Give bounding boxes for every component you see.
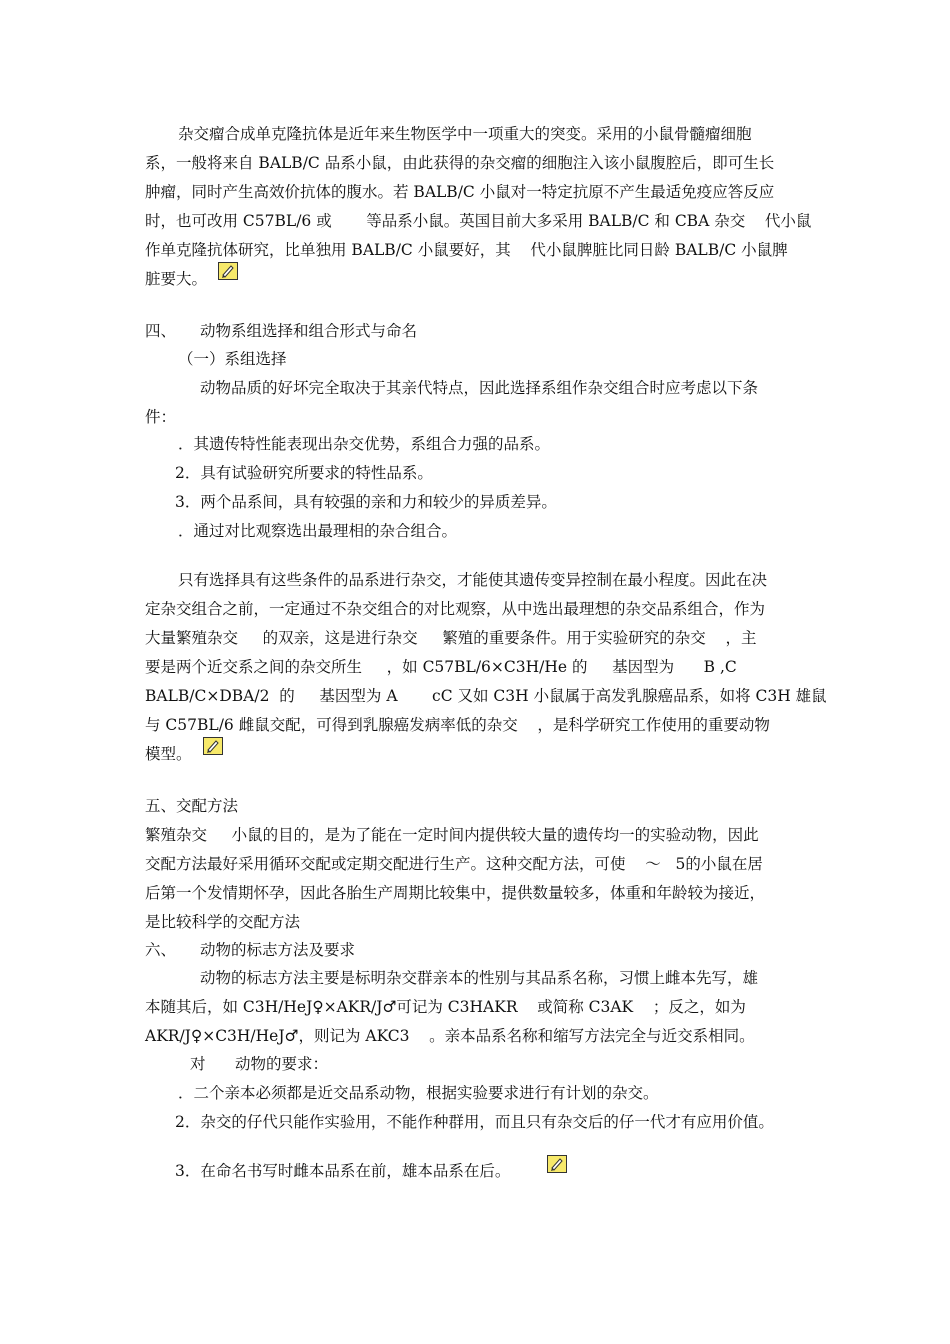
section-heading: 五、交配方法 (145, 797, 239, 815)
text-line: 系，一般将来自 BALB/C 品系小鼠，由此获得的杂交瘤的细胞注入该小鼠腹腔后，即可生长 (145, 154, 775, 172)
section-number: 四、 (145, 322, 177, 340)
text-line: 本随其后，如 C3H/HeJ♀×AKR/J♂可记为 C3HAKR 或简称 C3AK ；反之，如为 (145, 998, 746, 1016)
text-line: 肿瘤，同时产生高效价抗体的腹水。若 BALB/C 小鼠对一特定抗原不产生最适免疫应答反应 (145, 183, 775, 201)
list-item: 2．具有试验研究所要求的特性品系。 (175, 464, 433, 482)
text-line: AKR/J♀×C3H/HeJ♂，则记为 AKC3 。亲本品系名称和缩写方法完全与近交系相同。 (145, 1027, 755, 1045)
list-item: 2．杂交的仔代只能作实验用，不能作种群用，而且只有杂交后的仔一代才有应用价值。 (175, 1113, 774, 1131)
subsection-title: （一）系组选择 (178, 350, 287, 368)
text-line: 交配方法最好采用循环交配或定期交配进行生产。这种交配方法，可使 ～ 5的小鼠在居 (145, 855, 763, 873)
text-line: 大量繁殖杂交 的双亲，这是进行杂交 繁殖的重要条件。用于实验研究的杂交 ，主 (145, 629, 757, 647)
subheading: 对 动物的要求： (190, 1055, 329, 1073)
note-pencil-icon[interactable] (203, 737, 223, 755)
section-number: 六、 (145, 941, 177, 959)
list-item: ．二个亲本必须都是近交品系动物，根据实验要求进行有计划的杂交。 (178, 1084, 659, 1102)
note-pencil-icon[interactable] (218, 262, 238, 280)
text-line: 时，也可改用 C57BL/6 或 等品系小鼠。英国目前大多采用 BALB/C 和 CBA 杂交 代小鼠 (145, 212, 812, 230)
text-line: 只有选择具有这些条件的品系进行杂交，才能使其遗传变异控制在最小程度。因此在决 (178, 571, 768, 589)
text-line: 模型。 (145, 745, 192, 763)
text-line: BALB/C×DBA/2 的 基因型为 A cC 又如 C3H 小鼠属于高发乳腺癌品系，如将 C3H 雄鼠 (145, 687, 827, 705)
text-line: 杂交瘤合成单克隆抗体是近年来生物医学中一项重大的突变。采用的小鼠骨髓瘤细胞 (178, 125, 752, 143)
note-pencil-icon[interactable] (547, 1155, 567, 1173)
text-line: 脏要大。 (145, 270, 208, 288)
text-line: 作单克隆抗体研究，比单独用 BALB/C 小鼠要好，其 代小鼠脾脏比同日龄 BALB/C 小鼠脾 (145, 241, 788, 259)
list-item: 3．两个品系间，具有较强的亲和力和较少的异质差异。 (175, 493, 557, 511)
text-line: 是比较科学的交配方法 (145, 913, 301, 931)
text-line: 繁殖杂交 小鼠的目的，是为了能在一定时间内提供较大量的遗传均一的实验动物，因此 (145, 826, 759, 844)
section-title: 动物系组选择和组合形式与命名 (200, 322, 418, 340)
text-line: 要是两个近交系之间的杂交所生 ，如 C57BL/6×C3H/He 的 基因型为 B ,C (145, 658, 737, 676)
list-item: 3．在命名书写时雌本品系在前，雄本品系在后。 (175, 1162, 511, 1180)
list-item: ．通过对比观察选出最理相的杂合组合。 (178, 522, 458, 540)
list-item: ．其遗传特性能表现出杂交优势，系组合力强的品系。 (178, 435, 551, 453)
text-line: 件： (145, 408, 177, 426)
text-line: 后第一个发情期怀孕，因此各胎生产周期比较集中，提供数量较多，体重和年龄较为接近， (145, 884, 766, 902)
text-line: 动物品质的好坏完全取决于其亲代特点，因此选择系组作杂交组合时应考虑以下条 (200, 379, 759, 397)
text-line: 定杂交组合之前，一定通过不杂交组合的对比观察，从中选出最理想的杂交品系组合，作为 (145, 600, 766, 618)
section-title: 动物的标志方法及要求 (200, 941, 356, 959)
text-line: 与 C57BL/6 雌鼠交配，可得到乳腺癌发病率低的杂交 ，是科学研究工作使用的重要动物 (145, 716, 770, 734)
text-line: 动物的标志方法主要是标明杂交群亲本的性别与其品系名称，习惯上雌本先写，雄 (200, 969, 759, 987)
